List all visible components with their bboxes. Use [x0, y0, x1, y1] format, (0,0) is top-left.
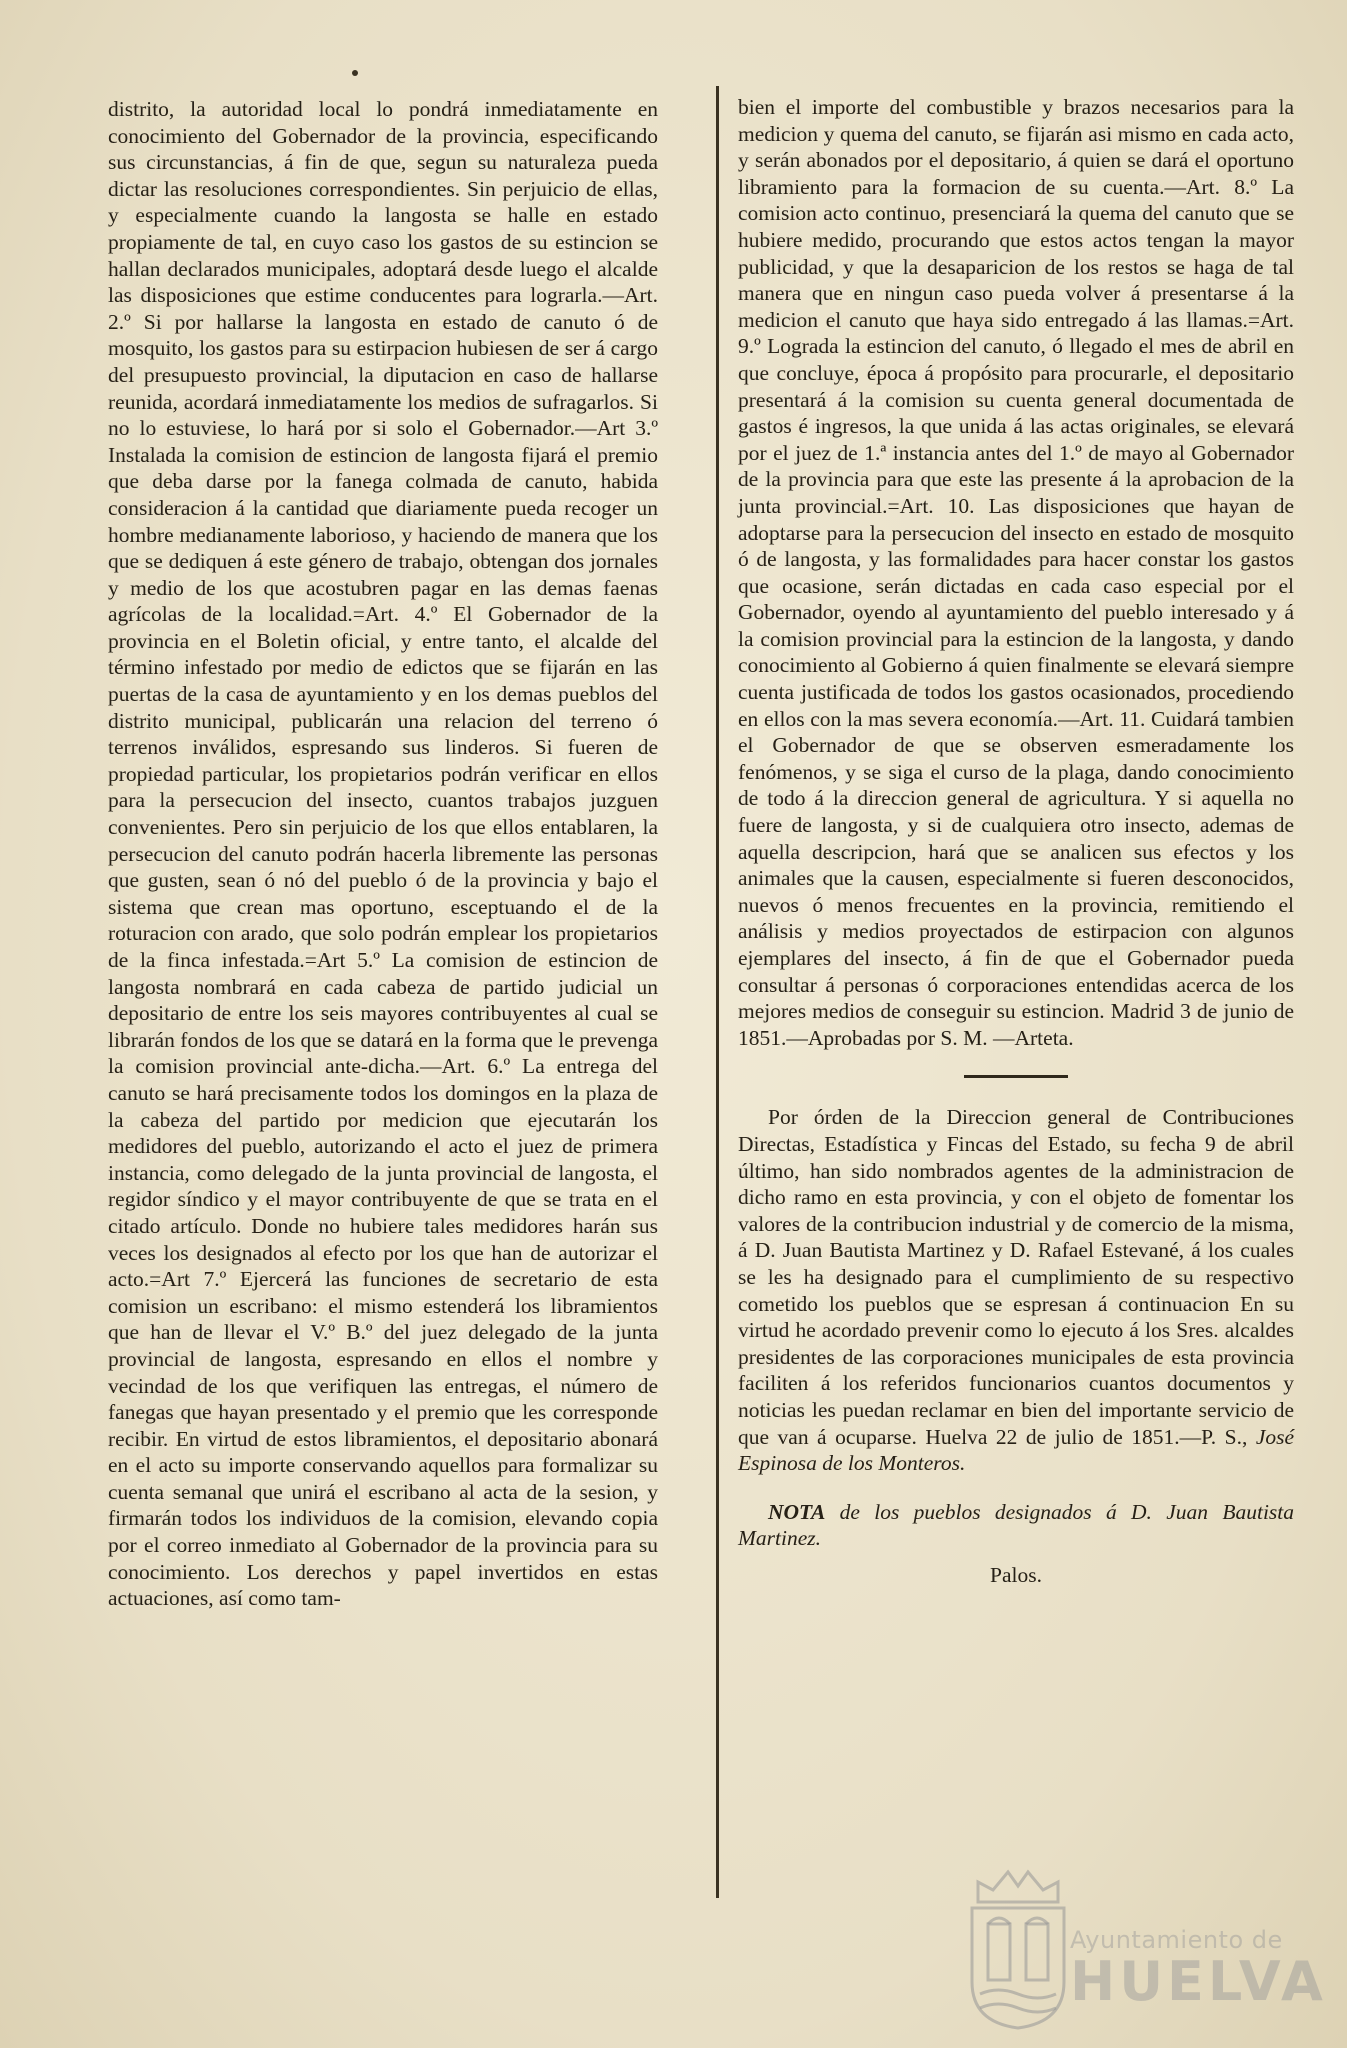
watermark-line2: HUELVA [1070, 1950, 1327, 2013]
archive-watermark [1070, 1926, 1327, 2013]
circular-notice-text: Por órden de la Direccion general de Contribuciones Directas, Estadística y Fincas del Estado, su fecha 9 de abril último, han sido nombrados agentes de la administracion de dicho ramo en esta provincia, y con el objeto de fomentar los valores de la contribucion industrial y de comercio de la misma, á D. Juan Bautista Martinez y D. Rafael Estevané, á los cuales se les ha designado para el cumplimiento de su respectivo cometido los pueblos que se espresan á continuacion En su virtud he acordado prevenir como lo ejecuto á los Sres. alcaldes presidentes de las corporaciones municipales de esta provincia faciliten á los referidos funcionarios cuantos documentos y noticias les puedan reclamar en bien del importante servicio de que van á ocuparse. Huelva 22 de julio de 1851.—P. S., [738, 1105, 1294, 1449]
decree-continuation: bien el importe del combustible y brazos necesarios para la medicion y quema del canuto, se fijarán asi mismo en cada acto, y serán abonados por el depositario, á quien se dará el oportuno libramiento para la formacion de su cuenta.—Art. 8.º La comision acto continuo, presenciará la quema del canuto que se hubiere medido, procurando que estos actos tengan la mayor publicidad, y que la desaparicion de los restos se haga de tal manera que en ningun caso pueda volver á presentarse á la medicion el canuto que haya sido entregado á las llamas.=Art. 9.º Lograda la estincion del canuto, ó llegado el mes de abril en que concluye, época á propósito para procurarle, el depositario presentará á la comision su cuenta general documentada de gastos é ingresos, la que unida á las actas originales, se elevará por el juez de 1.ª instancia antes del 1.º de mayo al Gobernador de la provincia para que este las presente á la aprobacion de la junta provincial.=Art. 10. Las disposiciones que hayan de adoptarse para la persecucion del insecto en estado de mosquito ó de langosta, y las formalidades para hacer constar los gastos que ocasione, serán dictadas en cada caso especial por el Gobernador, oyendo al ayuntamiento del pueblo interesado y á la comision provincial para la estincion de la langosta, y dando conocimiento al Gobierno á quien finalmente se elevará siempre cuenta justificada de todos los gastos ocasionados, procediendo en ellos con la mas severa economía.—Art. 11. Cuidará tambien el Gobernador de que se observen esmeradamente los fenómenos, y se siga el curso de la plaga, dando conocimiento de todo á la direccion general de agricultura. Y si aquella no fuere de langosta, y si de cualquiera otro insecto, ademas de aquella descripcion, hará que se analicen sus efectos y los animales que la causen, especialmente si fueren desconocidos, nuevos ó menos frecuentes en la provincia, remitiendo el análisis y medios proyectados de estirpacion con algunos ejemplares del insecto, á fin de que el Gobernador pueda consultar á personas ó corporaciones entendidas acerca de los mejores medios de conseguir su estincion. Madrid 3 de junio de 1851.—Aprobadas por S. M. —Arteta. [738, 95, 1294, 1050]
column-divider [716, 86, 719, 1898]
left-column [108, 96, 658, 1612]
town-name: Palos. [990, 1562, 1042, 1587]
signature: José Espinosa de los Monteros. [738, 1424, 1295, 1476]
right-column [738, 94, 1294, 1588]
ink-dot [352, 70, 358, 76]
watermark-line1: Ayuntamiento de [1070, 1926, 1283, 1954]
circular-notice [738, 1104, 1294, 1476]
nota-lead: NOTA [768, 1499, 826, 1524]
left-column-text: distrito, la autoridad local lo pondrá inmediatamente en conocimiento del Gobernador de la provincia, especificando sus circunstancias, á fin de que, segun su naturaleza pueda dictar las resoluciones correspondientes. Sin perjuicio de ellas, y especialmente cuando la langosta se halle en estado propiamente de tal, en cuyo caso los gastos de su estincion se hallan declarados municipales, adoptará desde luego el alcalde las disposiciones que estime conducentes para lograrla.—Art. 2.º Si por hallarse la langosta en estado de canuto ó de mosquito, los gastos para su estirpacion hubiesen de ser á cargo del presupuesto provincial, la diputacion en caso de hallarse reunida, acordará inmediatamente los medios de sufragarlos. Si no lo estuviese, lo hará por si solo el Gobernador.—Art 3.º Instalada la comision de estincion de langosta fijará el premio que deba darse por la fanega colmada de canuto, habida consideracion á la cantidad que diariamente pueda recoger un hombre medianamente laborioso, y haciendo de manera que los que se dediquen á este género de trabajo, obtengan dos jornales y medio de los que acostubren pagar en las demas faenas agrícolas de la localidad.=Art. 4.º El Gobernador de la provincia en el Boletin oficial, y entre tanto, el alcalde del término infestado por medio de edictos que se fijarán en las puertas de la casa de ayuntamiento y en los demas pueblos del distrito municipal, publicarán una relacion del terreno ó terrenos inválidos, espresando sus linderos. Si fueren de propiedad particular, los propietarios podrán verificar en ellos para la persecucion del insecto, cuantos trabajos juzguen convenientes. Pero sin perjuicio de los que ellos entablaren, la persecucion del canuto podrán hacerla libremente las personas que gusten, sean ó nó del pueblo ó de la provincia y bajo el sistema que crean mas oportuno, esceptuando el de la roturacion con arado, que solo podrán emplear los propietarios de la finca infestada.=Art 5.º La comision de estincion de langosta nombrará en cada cabeza de partido judicial un depositario de entre los seis mayores contribuyentes al cual se librarán fondos de los que se datará en la forma que le prevenga la comision provincial ante-dicha.—Art. 6.º La entrega del canuto se hará precisamente todos los domingos en la plaza de la cabeza del partido por medicion que ejecutarán los medidores del pueblo, autorizando el acto el juez de primera instancia, como delegado de la junta provincial de langosta, el regidor síndico y el mayor contribuyente de que se trata en el citado artículo. Donde no hubiere tales medidores harán sus veces los designados al efecto por los que han de autorizar el acto.=Art 7.º Ejercerá las funciones de secretario de esta comision un escribano: el mismo estenderá los libramientos que han de llevar el V.º B.º del juez delegado de la junta provincial de langosta, espresando en ellos el nombre y vecindad de los que verifiquen las entregas, el número de fanegas que hayan presentado y el premio que les corresponde recibir. En virtud de estos libramientos, el depositario abonará en el acto su importe conservando aquellos para formalizar su cuenta semanal que unirá el escribano al acta de la sesion, y firmarán todos los individuos de la comision, elevando copia por el correo inmediato al Gobernador de la provincia para su conocimiento. Los derechos y papel invertidos en estas actuaciones, así como tam- [108, 97, 658, 1611]
nota-heading [738, 1499, 1294, 1552]
nota-text: de los pueblos designados á D. Juan Bautista Martinez. [738, 1499, 1295, 1551]
section-divider [964, 1075, 1068, 1078]
city-emblem-icon [958, 1862, 1078, 2032]
